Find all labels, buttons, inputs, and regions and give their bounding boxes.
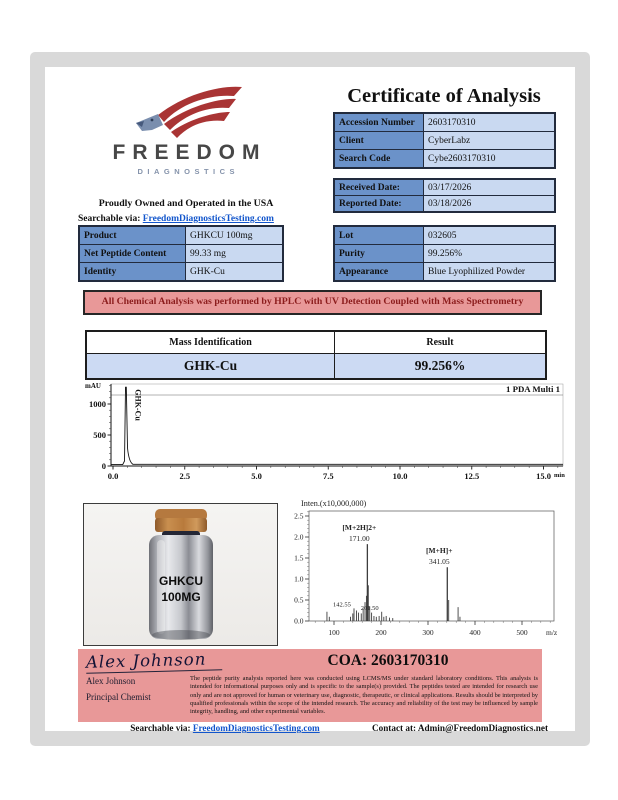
x-tick-label: 12.5 bbox=[464, 471, 480, 481]
signer-role: Principal Chemist bbox=[86, 692, 151, 702]
table-row bbox=[334, 245, 555, 263]
hplc-chromatogram-chart bbox=[76, 376, 570, 492]
vial-image bbox=[84, 504, 277, 645]
product-vial-photo bbox=[83, 503, 278, 646]
ion-label: [M+H]+ bbox=[426, 546, 453, 556]
info-label: Accession Number bbox=[334, 113, 424, 132]
info-value: 2603170310 bbox=[424, 113, 556, 132]
product-value: 99.33 mg bbox=[186, 245, 284, 263]
x-tick-label: 100 bbox=[328, 628, 340, 637]
brand-name: FREEDOM bbox=[112, 141, 267, 164]
mz-label: 171.00 bbox=[349, 534, 370, 544]
table-row bbox=[79, 245, 283, 263]
product-label: Product bbox=[79, 226, 186, 245]
eagle-flag-icon bbox=[128, 85, 246, 143]
header-searchable-line bbox=[78, 214, 274, 224]
mz-label: 341.05 bbox=[428, 557, 450, 567]
product-table bbox=[78, 225, 284, 282]
mass-id-value: GHK-Cu bbox=[86, 354, 335, 380]
y-tick-label: 1000 bbox=[89, 399, 106, 409]
info-label: Client bbox=[334, 132, 424, 150]
x-tick-label: 500 bbox=[516, 628, 528, 637]
lot-table bbox=[333, 225, 556, 282]
y-tick-label: 0.0 bbox=[294, 616, 304, 626]
y-tick-label: 2.0 bbox=[294, 532, 304, 542]
searchable-prefix: Searchable via: bbox=[78, 214, 141, 224]
disclaimer-text: The peptide purity analysis reported here was conducted using LCMS/MS under standard laboratory conditions. This analysis is intended for informational purposes only and is specific to the sample(s) provided. The peptides tested are intended for research use only and are not approved for human or veterinary use, diagnostic, therapeutic, or clinical applications. Results should be interpreted by qualified professionals within the scope of the intended research. The accuracy and reliability of the test may be influenced by sample integrity, handling, and other experimental variables. bbox=[190, 675, 538, 716]
lot-value: 032605 bbox=[424, 226, 556, 245]
footer-searchable-line bbox=[90, 723, 360, 733]
y-tick-label: 1.5 bbox=[294, 553, 304, 563]
date-label: Received Date: bbox=[334, 179, 424, 196]
vial-label-line1: GHKCU bbox=[159, 574, 203, 588]
signature-block bbox=[78, 649, 542, 722]
searchable-link[interactable]: FreedomDiagnosticsTesting.com bbox=[142, 214, 274, 224]
product-label: Net Peptide Content bbox=[79, 245, 186, 263]
date-value: 03/18/2026 bbox=[424, 196, 556, 213]
product-value: GHK-Cu bbox=[186, 263, 284, 282]
x-tick-label: 2.5 bbox=[179, 471, 191, 481]
lot-value: Blue Lyophilized Powder bbox=[424, 263, 556, 282]
info-value: CyberLabz bbox=[424, 132, 556, 150]
info-value: Cybe2603170310 bbox=[424, 150, 556, 169]
brand-subtitle: DIAGNOSTICS bbox=[137, 167, 240, 176]
analysis-method-banner: All Chemical Analysis was performed by HPLC with UV Detection Coupled with Mass Spectrometry bbox=[83, 290, 542, 315]
x-tick-label: 400 bbox=[469, 628, 481, 637]
table-row bbox=[334, 132, 555, 150]
footer-searchable-prefix: Searchable via: bbox=[130, 723, 191, 733]
lot-value: 99.256% bbox=[424, 245, 556, 263]
table-header-row bbox=[86, 331, 546, 354]
y-tick-label: 0.5 bbox=[294, 595, 304, 605]
x-tick-label: 5.0 bbox=[251, 471, 262, 481]
result-value: 99.256% bbox=[335, 354, 547, 380]
mass-spectrum-chart bbox=[284, 496, 568, 650]
mass-id-header: Mass Identification bbox=[86, 331, 335, 354]
y-tick-label: 1.0 bbox=[294, 574, 304, 584]
date-value: 03/17/2026 bbox=[424, 179, 556, 196]
vial-cap-band bbox=[155, 518, 207, 532]
mass-identification-table bbox=[85, 330, 547, 380]
table-row bbox=[334, 263, 555, 282]
mz-label: 142.55 bbox=[333, 601, 351, 609]
y-tick-label: 0 bbox=[101, 461, 106, 471]
x-axis-unit: min bbox=[554, 472, 565, 479]
signer-name: Alex Johnson bbox=[86, 676, 136, 686]
table-row bbox=[334, 113, 555, 132]
x-tick-label: 15.0 bbox=[536, 471, 551, 481]
y-tick-label: 2.5 bbox=[294, 511, 304, 521]
table-row bbox=[334, 196, 555, 213]
lot-label: Lot bbox=[334, 226, 424, 245]
peak-label: GHK-Cu bbox=[133, 389, 143, 421]
footer-searchable-link[interactable]: FreedomDiagnosticsTesting.com bbox=[192, 723, 320, 733]
result-header: Result bbox=[335, 331, 547, 354]
mz-label: 201.50 bbox=[360, 604, 379, 612]
x-tick-label: 10.0 bbox=[392, 471, 408, 481]
lot-label: Appearance bbox=[334, 263, 424, 282]
x-tick-label: 200 bbox=[375, 628, 387, 637]
table-row bbox=[79, 226, 283, 245]
x-tick-label: 0.0 bbox=[107, 471, 119, 481]
date-label: Reported Date: bbox=[334, 196, 424, 213]
chart-title: Inten.(x10,000,000) bbox=[301, 499, 367, 508]
table-row bbox=[334, 150, 555, 169]
vial-label-line2: 100MG bbox=[161, 590, 201, 604]
page-title: Certificate of Analysis bbox=[347, 85, 541, 107]
ion-label: [M+2H]2+ bbox=[342, 523, 377, 533]
lot-label: Purity bbox=[334, 245, 424, 263]
tagline: Proudly Owned and Operated in the USA bbox=[98, 198, 274, 209]
detector-label: 1 PDA Multi 1 bbox=[505, 384, 560, 394]
coa-number: COA: 2603170310 bbox=[327, 652, 449, 669]
y-axis-label: mAU bbox=[85, 382, 101, 390]
product-label: Identity bbox=[79, 263, 186, 282]
info-label: Search Code bbox=[334, 150, 424, 169]
x-tick-label: 7.5 bbox=[322, 471, 334, 481]
product-value: GHKCU 100mg bbox=[186, 226, 284, 245]
table-row bbox=[334, 179, 555, 196]
y-tick-label: 500 bbox=[93, 430, 106, 440]
x-axis-unit: m/z bbox=[546, 628, 558, 637]
x-tick-label: 300 bbox=[422, 628, 434, 637]
dates-table bbox=[333, 178, 556, 213]
signature-script: Alex Johnson bbox=[86, 649, 223, 674]
accession-info-table bbox=[333, 112, 556, 169]
table-row bbox=[334, 226, 555, 245]
footer-contact: Contact at: Admin@FreedomDiagnostics.net bbox=[371, 723, 549, 733]
table-row bbox=[79, 263, 283, 282]
